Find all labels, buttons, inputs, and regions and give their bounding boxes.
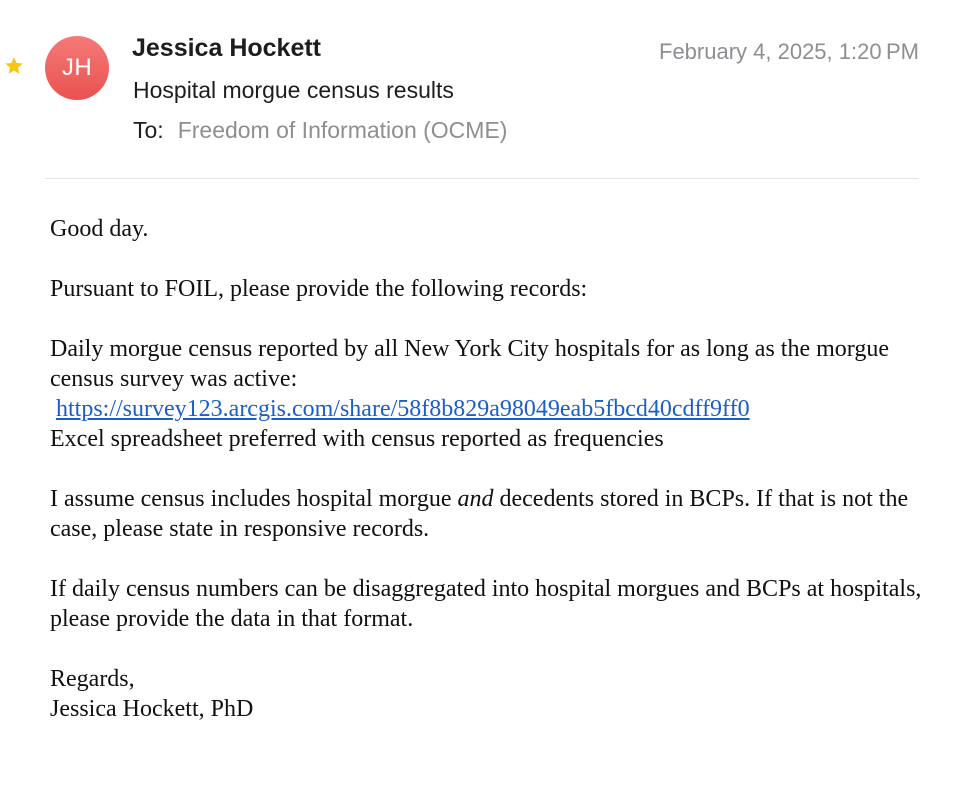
recipient-name[interactable]: Freedom of Information (OCME) xyxy=(177,117,508,143)
request-intro: Pursuant to FOIL, please provide the following records: xyxy=(50,276,588,302)
assumption-text-end: decedents stored in BCPs. If that is not the case, please state in responsive records. xyxy=(50,486,909,542)
avatar xyxy=(45,36,109,100)
header-divider xyxy=(45,178,919,179)
assumption-text-start: I assume census includes hospital morgue xyxy=(50,486,458,512)
survey-link-line xyxy=(50,394,930,424)
recipient-row xyxy=(133,117,507,144)
survey-link[interactable]: https://survey123.arcgis.com/share/58f8b829a98049eab5fbcd40cdff9ff0 xyxy=(56,396,750,422)
message-date: February 4, 2025, 1:20 PM xyxy=(659,39,919,64)
format-preference: Excel spreadsheet preferred with census reported as frequencies xyxy=(50,426,664,452)
greeting: Good day. xyxy=(50,216,149,242)
message-subject: Hospital morgue census results xyxy=(133,77,454,103)
signature: Jessica Hockett, PhD xyxy=(50,696,254,722)
assumption-paragraph xyxy=(50,484,930,544)
request-line: Daily morgue census reported by all New York City hospitals for as long as the morgue census survey was active: xyxy=(50,336,889,392)
emphasis-and: and xyxy=(457,486,494,512)
to-label: To: xyxy=(133,117,164,143)
avatar-initials: JH xyxy=(61,54,93,81)
flag-star-icon[interactable] xyxy=(3,55,25,77)
closing: Regards, xyxy=(50,666,135,692)
message-body xyxy=(50,214,930,724)
disaggregation-paragraph: If daily census numbers can be disaggregated into hospital morgues and BCPs at hospitals, please provide the data in that format. xyxy=(50,576,922,632)
sender-name[interactable]: Jessica Hockett xyxy=(132,34,322,62)
